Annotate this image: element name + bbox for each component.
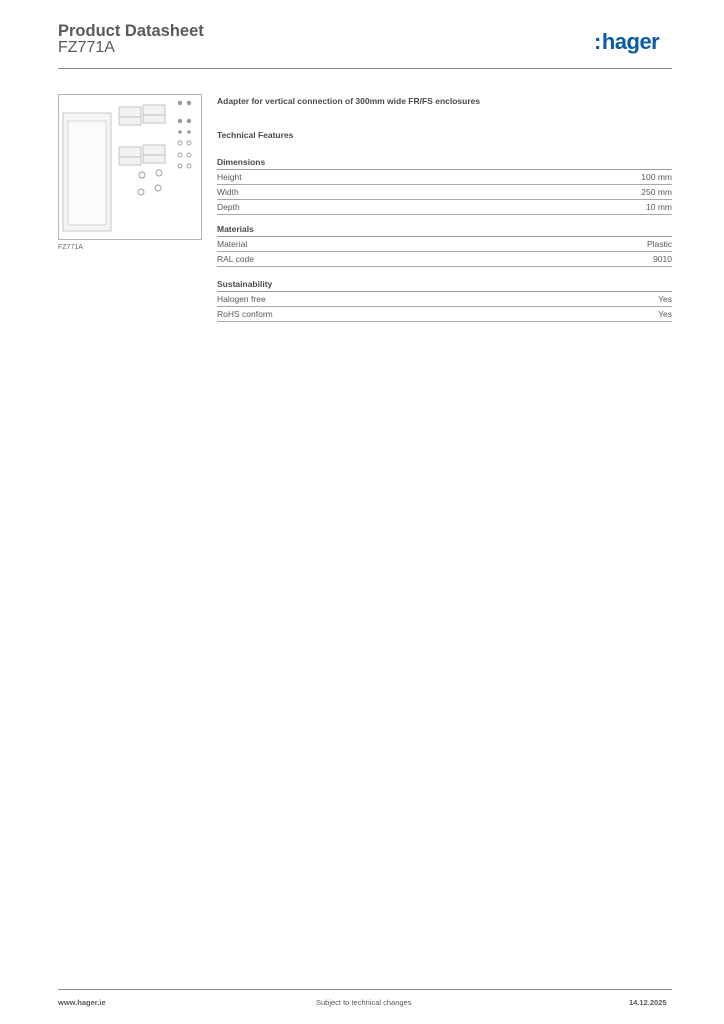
row-value: Plastic — [646, 239, 672, 249]
row-label: Material — [217, 239, 248, 249]
table-row — [217, 170, 672, 185]
product-image — [58, 94, 202, 240]
section-heading: Sustainability — [217, 278, 672, 292]
footer-date: 14.12.2025 — [629, 998, 667, 1007]
row-value: 250 mm — [641, 187, 672, 197]
footer-notice: Subject to technical changes — [316, 998, 412, 1007]
section-heading: Dimensions — [217, 156, 672, 170]
product-code: FZ771A — [58, 39, 115, 56]
row-label: RoHS conform — [217, 309, 273, 319]
section-sustainability — [217, 278, 672, 322]
hager-logo: :hager — [594, 29, 660, 54]
section-dimensions — [217, 156, 672, 215]
product-illustration — [59, 95, 201, 239]
row-value: Yes — [658, 309, 672, 319]
table-row — [217, 237, 672, 252]
table-row — [217, 185, 672, 200]
row-value: 9010 — [653, 254, 672, 264]
table-row — [217, 200, 672, 215]
footer-divider — [58, 989, 672, 990]
row-label: Height — [217, 172, 242, 182]
section-heading: Materials — [217, 223, 672, 237]
row-label: Width — [217, 187, 239, 197]
row-label: Halogen free — [217, 294, 266, 304]
logo-text: hager — [601, 29, 660, 54]
page-title: Product Datasheet — [58, 22, 204, 40]
row-label: RAL code — [217, 254, 255, 264]
row-value: 10 mm — [646, 202, 672, 212]
table-row — [217, 292, 672, 307]
image-caption: FZ771A — [58, 244, 83, 251]
row-label: Depth — [217, 202, 240, 212]
table-row — [217, 252, 672, 267]
technical-features-heading: Technical Features — [217, 130, 294, 140]
table-row — [217, 307, 672, 322]
product-description: Adapter for vertical connection of 300mm wide FR/FS enclosures — [217, 96, 481, 106]
footer-website[interactable]: www.hager.ie — [58, 998, 106, 1007]
row-value: 100 mm — [641, 172, 672, 182]
row-value: Yes — [658, 294, 672, 304]
header-divider — [58, 68, 672, 69]
section-materials — [217, 223, 672, 267]
